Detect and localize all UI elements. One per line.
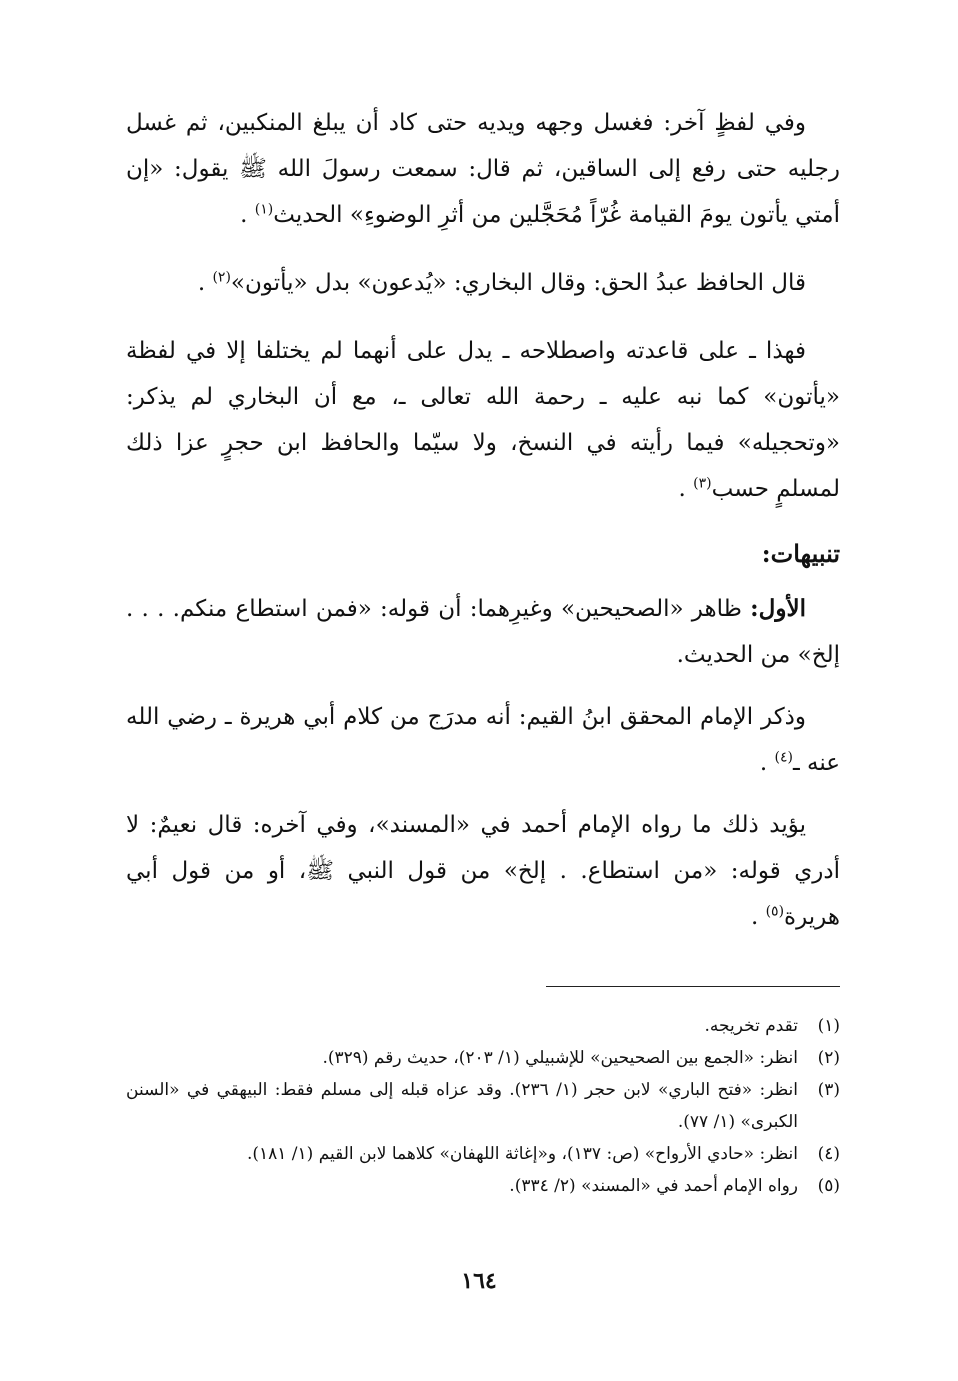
footnote-text: انظر: «حادي الأرواح» (ص: ١٣٧)، و«إغاثة اللهفان» كلاهما لابن القيم (١/ ١٨١). [246,1144,798,1164]
paragraph-1 [126,100,840,238]
paragraph-3 [126,328,840,512]
footnote-divider [546,986,840,987]
footnote-ref-2[interactable]: (٢) [212,269,231,286]
paragraph-1-end: . [240,202,248,228]
paragraph-2-end: . [197,270,206,296]
footnote-number: (٢) [817,1048,840,1068]
footnote-number: (٤) [817,1144,840,1164]
notice-3 [126,802,840,940]
paragraph-3-text: فهذا ـ على قاعدته واصطلاحه ـ يدل على أنهما لم يختلفا إلا في لفظة «يأتون» كما نبه عليه ـ رحمة الله تعالى ـ، مع أن البخاري لم يذكر: «وتحجيله» فيما رأيته في النسخ، ولا سيّما والحافظ ابن حجرٍ عزا ذلك لمسلمٍ حسب [126,338,840,502]
notice-3-text: يؤيد ذلك ما رواه الإمام أحمد في «المسند»، وفي آخره: قال نعيمٌ: لا أدري قوله: «من استطاع. . إلخ» من قول النبي ﷺ، أو من قول أبي هريرة [126,812,840,930]
section-heading: تنبيهات: [761,539,840,568]
footnote-text: رواه الإمام أحمد في «المسند» (٢/ ٣٣٤). [509,1176,798,1196]
notice-1-lead: الأول: [750,595,806,622]
paragraph-3-end: . [678,476,686,502]
footnote-text: انظر: «فتح الباري» لابن حجر (١/ ٢٣٦). وقد عزاه قبله إلى مسلم فقط: البيهقي في «السنن الكبرى» (١/ ٧٧). [126,1080,798,1132]
footnote-ref-5[interactable]: (٥) [765,903,785,920]
footnote-number: (٣) [817,1080,840,1100]
paragraph-2 [126,260,840,306]
paragraph-2-text: قال الحافظ عبدُ الحق: وقال البخاري: «يُدعون» بدل «يأتون» [230,270,806,296]
page-body [126,100,840,956]
notice-2-end: . [759,750,768,776]
page-number: ١٦٤ [461,1268,497,1294]
footnotes [126,1010,840,1202]
footnote-ref-1[interactable]: (١) [254,201,274,218]
notice-1 [126,586,840,678]
footnote-text: تقدم تخريجه. [704,1016,798,1036]
footnote-text: انظر: «الجمع بين الصحيحين» للإشبيلي (١/ ٢٠٣)، حديث رقم (٣٢٩). [322,1048,798,1068]
footnote-4 [126,1138,840,1170]
notice-2-text: وذكر الإمام المحقق ابنُ القيم: أنه مدرَج من كلام أبي هريرة ـ رضي الله عنه ـ [126,704,840,776]
footnote-ref-3[interactable]: (٣) [693,475,712,492]
notice-1-text: ظاهر «الصحيحين» وغيرِهما: أن قوله: «فمن استطاع منكم. . . . إلخ» من الحديث. [126,596,840,668]
footnote-3 [126,1074,840,1138]
footnote-ref-4[interactable]: (٤) [774,749,793,766]
paragraph-1-text: وفي لفظٍ آخر: فغسل وجهه ويديه حتى كاد أن يبلغ المنكبين، ثم غسل رجليه حتى رفع إلى الساقين، ثم قال: سمعت رسولَ الله ﷺ يقول: «إن أمتي يأتون يومَ القيامة غُرّاً مُحَجَّلين من أثرِ الوضوءِ» الحديث [126,110,840,228]
footnote-1 [126,1010,840,1042]
notice-3-end: . [750,904,759,930]
footnote-number: (١) [817,1016,840,1036]
footnote-5 [126,1170,840,1202]
footnote-2 [126,1042,840,1074]
notice-2 [126,694,840,786]
footnote-number: (٥) [817,1176,840,1196]
